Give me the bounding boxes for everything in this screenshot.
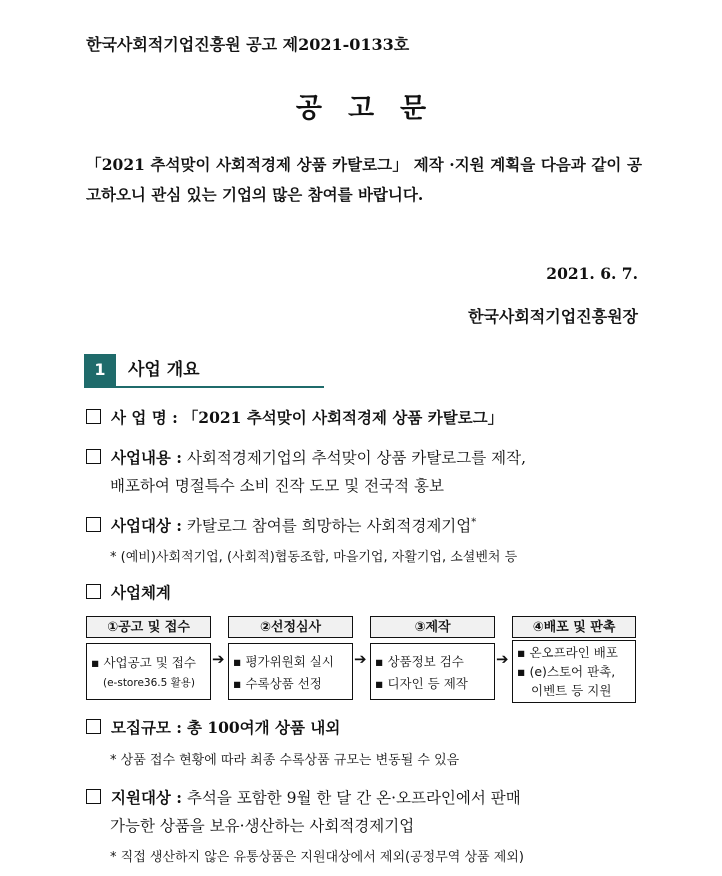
flow-step-4-title: ④배포 및 판촉 bbox=[512, 616, 636, 638]
flow-step-4-line3: 이벤트 등 지원 bbox=[531, 683, 612, 698]
notice-date: 2021. 6. 7. bbox=[546, 264, 638, 283]
item-label: 사업대상 : bbox=[111, 516, 183, 535]
section-title: 사업 개요 bbox=[128, 360, 200, 380]
item-label: 사업체계 bbox=[111, 583, 171, 602]
section-number-badge: 1 bbox=[84, 354, 116, 386]
checkbox-square-icon bbox=[86, 719, 101, 734]
support-note: * 직접 생산하지 않은 유통상품은 지원대상에서 제외(공정무역 상품 제외) bbox=[110, 850, 524, 865]
flow-step-1-line1: ▪ 사업공고 및 접수 bbox=[91, 655, 196, 670]
flow-step-3-line1: ▪ 상품정보 검수 bbox=[375, 654, 464, 669]
flow-step-4-line2: ▪ (e)스토어 판촉, bbox=[517, 664, 616, 679]
flow-step-3-box bbox=[370, 643, 495, 700]
footnote-mark: * bbox=[471, 516, 477, 528]
item-label: 지원대상 : bbox=[111, 788, 183, 807]
flow-step-3-line2: ▪ 디자인 등 제작 bbox=[375, 676, 468, 691]
item-recruit-scale bbox=[86, 716, 340, 738]
flow-step-3-title: ③제작 bbox=[370, 616, 495, 638]
flow-step-2-title: ②선정심사 bbox=[228, 616, 353, 638]
flow-step-4-box bbox=[512, 640, 636, 703]
issuer-name: 한국사회적기업진흥원장 bbox=[467, 307, 638, 326]
flow-step-2-box bbox=[228, 643, 353, 700]
item-label: 모집규모 : bbox=[111, 718, 183, 737]
item-label: 사 업 명 : bbox=[111, 408, 178, 427]
item-value-line1: 추석을 포함한 9월 한 달 간 온·오프라인에서 판매 bbox=[186, 789, 521, 807]
checkbox-square-icon bbox=[86, 789, 101, 804]
item-value-line1: 사회적경제기업의 추석맞이 상품 카탈로그를 제작, bbox=[186, 449, 527, 467]
flow-step-4-line1: ▪ 온오프라인 배포 bbox=[517, 645, 618, 660]
intro-paragraph: 「2021 추석맞이 사회적경제 상품 카탈로그」 제작 ·지원 계획을 다음과 같이 공고하오니 관심 있는 기업의 많은 참여를 바랍니다. bbox=[86, 155, 642, 204]
arrow-right-icon: ➔ bbox=[354, 650, 367, 668]
item-value-line2: 가능한 상품을 보유·생산하는 사회적경제기업 bbox=[110, 817, 415, 835]
arrow-right-icon: ➔ bbox=[212, 650, 225, 668]
arrow-right-icon: ➔ bbox=[496, 650, 509, 668]
item-value: 총 100여개 상품 내외 bbox=[186, 718, 341, 737]
scale-note: * 상품 접수 현황에 따라 최종 수록상품 규모는 변동될 수 있음 bbox=[110, 753, 460, 768]
item-value-line2: 배포하여 명절특수 소비 진작 도모 및 전국적 홍보 bbox=[110, 477, 444, 495]
flow-step-1-sub: (e-store36.5 활용) bbox=[103, 677, 196, 689]
flow-step-1-title: ①공고 및 접수 bbox=[86, 616, 211, 638]
document-title: 공고문 bbox=[295, 93, 453, 124]
target-note: * (예비)사회적기업, (사회적)협동조합, 마을기업, 자활기업, 소셜벤처 등 bbox=[110, 550, 518, 565]
flow-step-1-box bbox=[86, 643, 211, 700]
item-label: 사업내용 : bbox=[111, 448, 183, 467]
item-value: 「2021 추석맞이 사회적경제 상품 카탈로그」 bbox=[182, 408, 504, 427]
flow-step-2-line1: ▪ 평가위원회 실시 bbox=[233, 654, 334, 669]
notice-number: 한국사회적기업진흥원 공고 제2021-0133호 bbox=[86, 35, 410, 54]
flow-step-2-line2: ▪ 수록상품 선정 bbox=[233, 676, 322, 691]
item-support-target bbox=[86, 786, 521, 808]
item-value: 카탈로그 참여를 희망하는 사회적경제기업 bbox=[186, 517, 472, 535]
